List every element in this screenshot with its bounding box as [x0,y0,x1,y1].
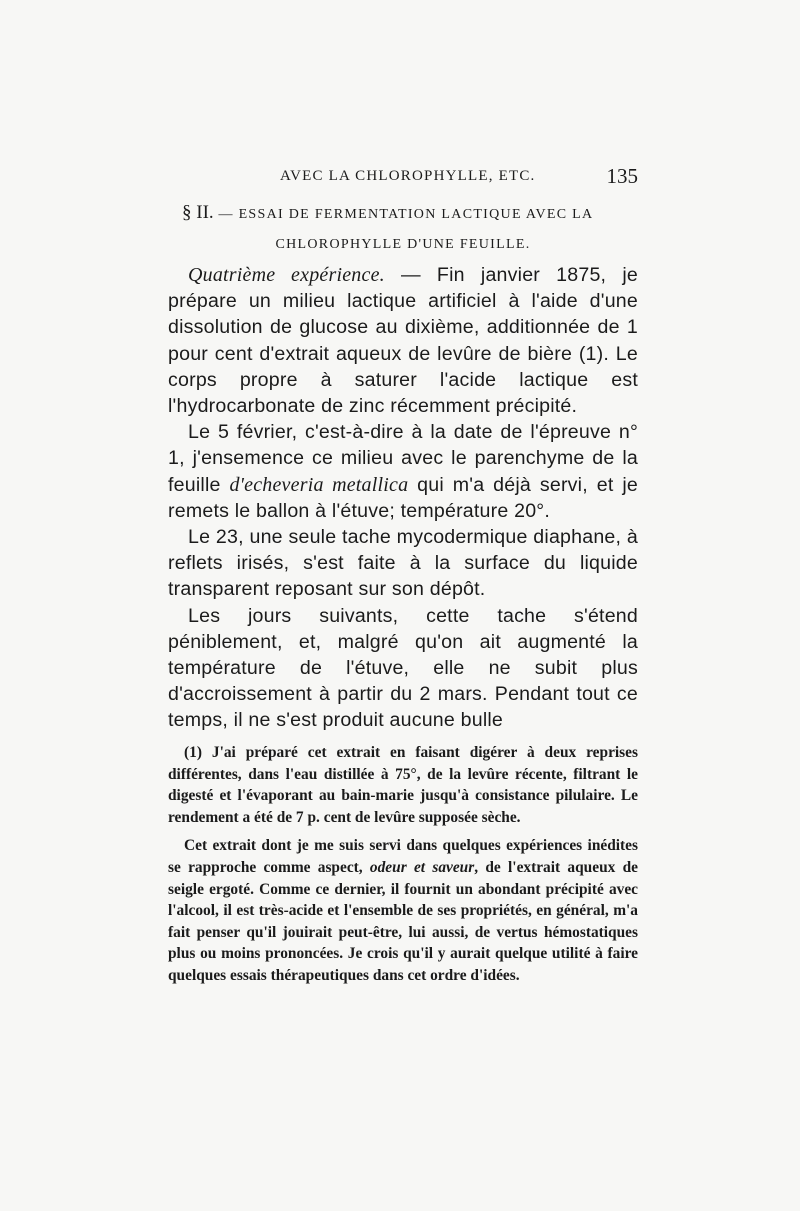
section-number: § II. [182,202,214,223]
section-title-line-1: ESSAI DE FERMENTATION LACTIQUE AVEC LA [238,207,594,222]
experiment-title: Quatrième expérience. [188,264,385,286]
paragraph: Les jours suivants, cette tache s'étend péniblement, et, malgré qu'on ait augmenté la température de l'étuve, elle ne subit plus d'accroissement à partir du 2 mars. Pendant tout ce temps, il ne s'est produit aucune bulle [168,604,638,732]
footnote-text: Cet extrait dont je me suis servi dans quelques expériences inédites se rapproche comme aspect, [168,837,638,876]
footnote-italic: odeur et saveur [369,858,475,876]
paragraph-text: qui m'a déjà servi, et je remets le ballon à l'étuve; température 20°. [168,473,638,522]
paragraph [168,419,638,524]
running-head-title: AVEC LA CHLOROPHYLLE, ETC. [280,168,536,184]
body-text [168,262,638,734]
paragraph [168,262,638,419]
species-name: d'echeveria metallica [229,473,409,496]
footnotes [168,742,638,987]
section-title-line-2: CHLOROPHYLLE D'UNE FEUILLE. [275,237,531,252]
running-head [168,166,638,190]
section-dash: — [213,207,239,222]
paragraph: Le 23, une seule tache mycodermique diaphane, à reflets irisés, s'est faite à la surface du liquide transparent reposant sur son dépôt. [168,526,638,601]
page-number: 135 [606,164,638,188]
paragraph-text: Le 5 février, c'est-à-dire à la date de l'épreuve n° 1, j'ensemence ce milieu avec le parenchyme de la feuille [168,421,638,496]
section-heading-line-1 [168,198,638,230]
footnote-text: , de l'extrait aqueux de seigle ergoté. Comme ce dernier, il fournit un abondant précipité avec l'alcool, il est très-acide et l'ensemble de ses propriétés, en général, m'a fait penser qu'il jouirait peut-être, lui aussi, de vertus hémostatiques plus ou moins prononcées. Je crois qu'il y aurait quelque utilité à faire quelques essais thérapeutiques dans cet ordre d'idées. [168,858,638,984]
footnote: (1) J'ai préparé cet extrait en faisant digérer à deux reprises différentes, dans l'eau distillée à 75°, de la levûre récente, filtrant le digesté et l'évaporant au bain-marie jusqu'à consistance pilulaire. Le rendement a été de 7 p. cent de levûre supposée sèche. [168,744,638,826]
footnote [168,835,638,986]
paragraph-text: — Fin janvier 1875, je prépare un milieu lactique artificiel à l'aide d'une dissolution de glucose au dixième, additionnée de 1 pour cent d'extrait aqueux de levûre de bière (1). Le corps propre à saturer l'acide lactique est l'hydrocarbonate de zinc récemment précipité. [168,264,638,418]
section-heading [168,198,638,260]
